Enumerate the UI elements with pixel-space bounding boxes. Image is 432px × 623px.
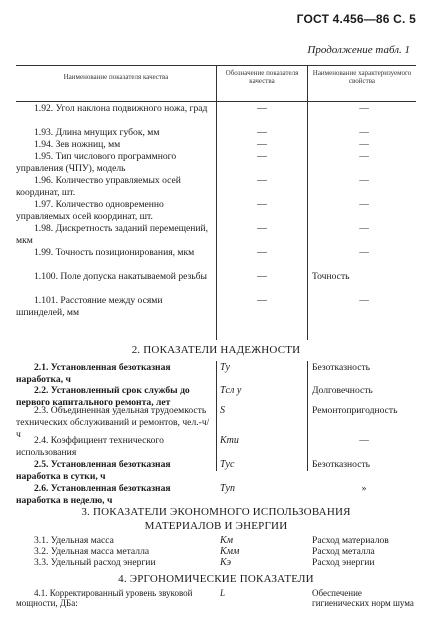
section-title: 4. ЭРГОНОМИЧЕСКИЕ ПОКАЗАТЕЛИ [118, 573, 314, 585]
row-property: Расход металла [312, 546, 375, 557]
column-header-property: Наименование характеризуемого свойства [312, 69, 412, 85]
row-property: Безотказность [312, 459, 371, 470]
section-title: МАТЕРИАЛОВ И ЭНЕРГИИ [144, 520, 288, 532]
column-header-symbol: Обозначение показателя качества [225, 69, 299, 85]
row-name: 2.2. Установленный срок службы до первого капитального ремонта, лет [16, 385, 190, 408]
page-header: ГОСТ 4.456—86 С. 5 [296, 12, 416, 26]
row-property: Точность [312, 271, 350, 282]
row-name: 1.92. Угол наклона подвижного ножа, град [34, 103, 208, 114]
row-name: 2.5. Установленная безотказная наработка в сутки, ч [16, 459, 171, 482]
row-name: 1.99. Точность позиционирования, мкм [34, 247, 195, 258]
row-symbol: — [257, 199, 267, 210]
row-name: 1.100. Поле допуска накатываемой резьбы [34, 271, 208, 282]
row-symbol: Tу [220, 362, 230, 373]
row-name: 1.94. Зев ножниц, мм [34, 139, 121, 150]
row-property: — [359, 223, 369, 234]
row-symbol: — [257, 151, 267, 162]
row-name: 1.101. Расстояние между осями шпинделей, мм [16, 295, 163, 318]
row-symbol: Kм [220, 535, 234, 546]
row-symbol: — [257, 127, 267, 138]
row-property: Расход энергии [312, 557, 375, 568]
row-symbol: Kэ [220, 557, 232, 568]
row-symbol: Tуп [220, 483, 235, 494]
row-name: 3.2. Удельная масса металла [34, 546, 150, 557]
row-property: — [359, 295, 369, 306]
column-divider [307, 65, 308, 340]
row-property: Ремонтопригодность [312, 405, 398, 416]
row-property: — [359, 139, 369, 150]
column-divider [307, 361, 308, 471]
row-name: 1.96. Количество управляемых осей координат, шт. [16, 175, 181, 198]
row-symbol: Tус [220, 459, 235, 470]
row-property: — [359, 435, 369, 446]
row-property: — [359, 103, 369, 114]
row-symbol: Kмм [220, 546, 240, 557]
row-symbol: — [257, 139, 267, 150]
table-continuation-label: Продолжение табл. 1 [307, 44, 410, 56]
row-name: 2.6. Установленная безотказная наработка в неделю, ч [16, 483, 171, 506]
row-name: 1.95. Тип числового программного управления (ЧПУ), модель [16, 151, 177, 174]
row-name: 2.1. Установленная безотказная наработка, ч [16, 362, 171, 385]
section-title: 3. ПОКАЗАТЕЛИ ЭКОНОМНОГО ИСПОЛЬЗОВАНИЯ [81, 506, 351, 518]
row-name: 2.4. Коэффициент технического использования [16, 435, 164, 458]
row-property: Расход материалов [312, 535, 389, 546]
row-symbol: — [257, 247, 267, 258]
row-symbol: L [220, 588, 226, 598]
row-property: » [361, 483, 367, 494]
column-divider [216, 361, 217, 471]
row-symbol: — [257, 175, 267, 186]
column-header-name: Наименование показателя качества [63, 73, 169, 81]
row-property: — [359, 175, 369, 186]
row-symbol: Kти [220, 435, 239, 446]
column-divider [216, 65, 217, 340]
row-symbol: — [257, 271, 267, 282]
row-symbol: — [257, 223, 267, 234]
row-name: 3.1. Удельная масса [34, 535, 114, 546]
row-symbol: S [220, 405, 225, 416]
row-name: 2.3. Объединенная удельная трудоемкость технических обслуживаний и ремонтов, чел.-ч/ч [16, 405, 210, 440]
row-property: — [359, 199, 369, 210]
row-symbol: Tсл у [220, 385, 242, 396]
row-property: Безотказность [312, 362, 371, 373]
row-property: — [359, 151, 369, 162]
row-property: — [359, 247, 369, 258]
row-property: Обеспечение гигиенических норм шума [312, 588, 414, 608]
row-name: 1.98. Дискретность заданий перемещений, мкм [16, 223, 209, 246]
row-symbol: — [257, 103, 267, 114]
row-name: 1.93. Длина мнущих губок, мм [34, 127, 160, 138]
row-name: 4.1. Корректированный уровень звуковой мощности, ДБа: [16, 588, 193, 608]
quality-indicators-table [16, 65, 416, 608]
row-symbol: — [257, 295, 267, 306]
row-name: 1.97. Количество одновременно управляемых осей координат, шт. [16, 199, 164, 222]
row-name: 3.3. Удельный расход энергии [34, 557, 156, 568]
row-property: Долговечность [312, 385, 373, 396]
row-property: — [359, 127, 369, 138]
section-title: 2. ПОКАЗАТЕЛИ НАДЕЖНОСТИ [131, 344, 301, 356]
